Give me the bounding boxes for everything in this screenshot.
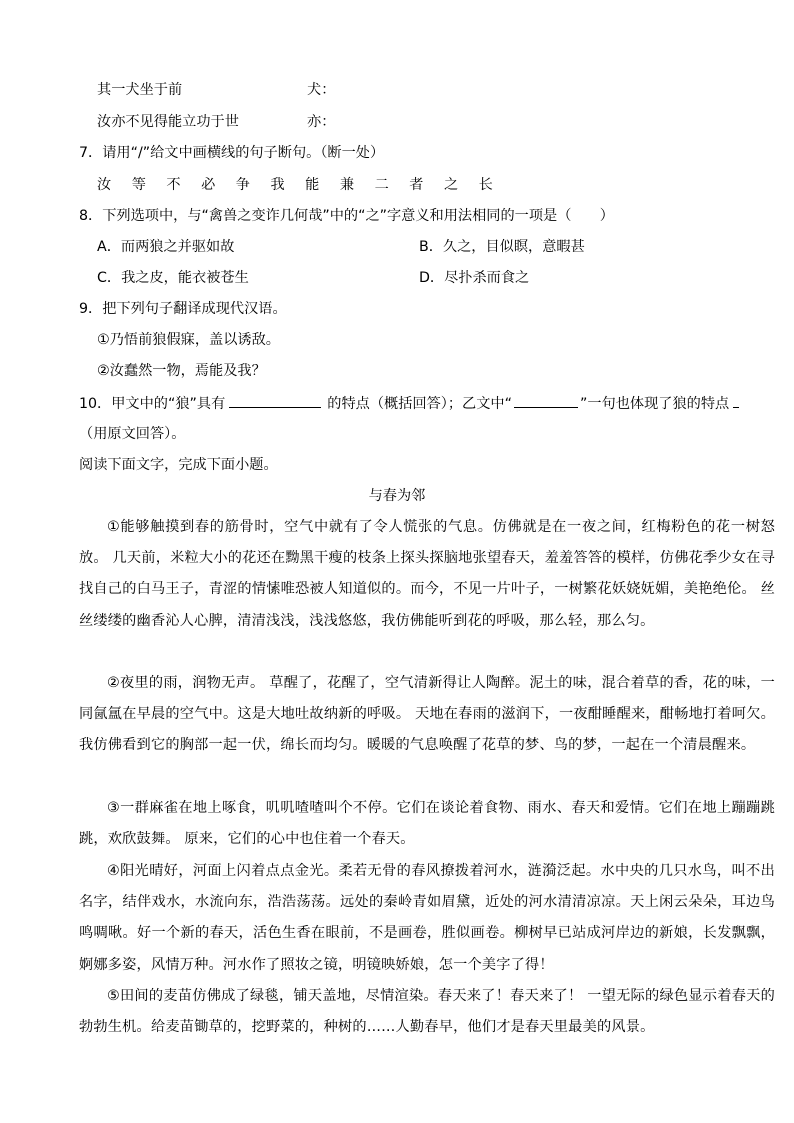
- q7-sentence: 汝 等 不 必 争 我 能 兼 二 者 之 长: [97, 177, 501, 193]
- reading-intro: 阅读下面文字，完成下面小题。: [79, 457, 278, 473]
- q8-option-b: B．久之，目似瞑，意暇甚: [419, 239, 585, 255]
- q6-sentence: 汝亦不见得能立功于世: [97, 114, 239, 130]
- q6-word: 亦：: [307, 114, 336, 130]
- article-paragraph-1: ①能够触摸到春的筋骨时，空气中就有了令人慌张的气息。仿佛就是在一夜之间，红梅粉色的花一树怒放。 几天前，米粒大小的花还在黝黑干瘦的枝条上探头探脑地张望春天，羞羞答答的模样，仿佛花季少女在寻找自己的白马王子，青涩的情愫唯恐被人知道似的。而今，不见一片叶子，一树繁花妖娆妩媚，美艳绝伦。 丝丝缕缕的幽香沁人心脾，清清浅浅，浅浅悠悠，我仿佛能听到花的呼吸，那么轻，那么匀。: [79, 519, 775, 629]
- q10-part-3: ”一句也体现了狼的特点: [579, 396, 730, 412]
- q9-prompt: 9．把下列句子翻译成现代汉语。: [79, 301, 287, 317]
- article-title: 与春为邻: [368, 488, 426, 504]
- q8-option-d: D．尽扑杀而食之: [419, 270, 530, 286]
- q6-word: 犬：: [307, 82, 336, 98]
- q9-item-2: ②汝蠢然一物，焉能及我？: [97, 363, 266, 379]
- q8-option-a: A．而两狼之并驱如故: [97, 239, 235, 255]
- article-paragraph-2: ②夜里的雨，润物无声。 草醒了，花醒了，空气清新得让人陶醉。泥土的味，混合着草的香，花的味，一同氤氲在早晨的空气中。这是大地吐故纳新的呼吸。 天地在春雨的滋润下，一夜酣睡醒来，酣畅地打着呵欠。 我仿佛看到它的胸部一起一伏，绵长而均匀。暖暖的气息唤醒了花草的梦、鸟的梦，一起在一个清晨醒来。: [79, 675, 775, 754]
- q10-part-2: 的特点（概括回答）；乙文中“: [327, 396, 512, 412]
- q9-item-1: ①乃悟前狼假寐，盖以诱敌。: [97, 332, 280, 348]
- q8-prompt: 8．下列选项中，与“禽兽之变诈几何哉”中的“之”字意义和用法相同的一项是（ ）: [79, 208, 614, 224]
- q6-item-2: [97, 112, 697, 132]
- q6-item-1: [97, 80, 697, 100]
- q7-prompt: 7．请用“/”给文中画横线的句子断句。（断一处）: [79, 145, 385, 161]
- q10-answer-blank-1[interactable]: [229, 393, 321, 408]
- q10-line-2: （用原文回答）。: [79, 426, 186, 442]
- article-paragraph-3: ③一群麻雀在地上啄食，叽叽喳喳叫个不停。它们在谈论着食物、雨水、春天和爱情。它们在地上蹦蹦跳跳，欢欣鼓舞。 原来，它们的心中也住着一个春天。: [79, 800, 775, 848]
- article-paragraph-5: ⑤田间的麦苗仿佛成了绿毯，铺天盖地，尽情渲染。春天来了！春天来了！ 一望无际的绿色显示着春天的勃勃生机。给麦苗锄草的，挖野菜的，种树的……人勤春早，他们才是春天里最美的风景。: [79, 988, 775, 1036]
- q10-answer-blank-3[interactable]: [733, 393, 739, 408]
- q8-option-c: C．我之皮，能衣被苍生: [97, 270, 249, 286]
- q10-answer-blank-2[interactable]: [514, 393, 578, 408]
- q10-line-1: [79, 393, 739, 414]
- article-paragraph-4: ④阳光晴好，河面上闪着点点金光。柔若无骨的春风撩拨着河水，涟漪泛起。水中央的几只水鸟，叫不出名字，结伴戏水，水流向东，浩浩荡荡。远处的秦岭青如眉黛，近处的河水清清凉凉。天上闲云朵朵，耳边鸟鸣啁啾。好一个新的春天，活色生香在眼前，不是画卷，胜似画卷。柳树早已站成河岸边的新娘，长发飘飘，婀娜多姿，风情万种。河水作了照妆之镜，明镜映娇娘，怎一个美字了得！: [79, 863, 775, 973]
- q6-sentence: 其一犬坐于前: [97, 82, 183, 98]
- q10-part-1: 10．甲文中的“狼”具有: [79, 396, 226, 412]
